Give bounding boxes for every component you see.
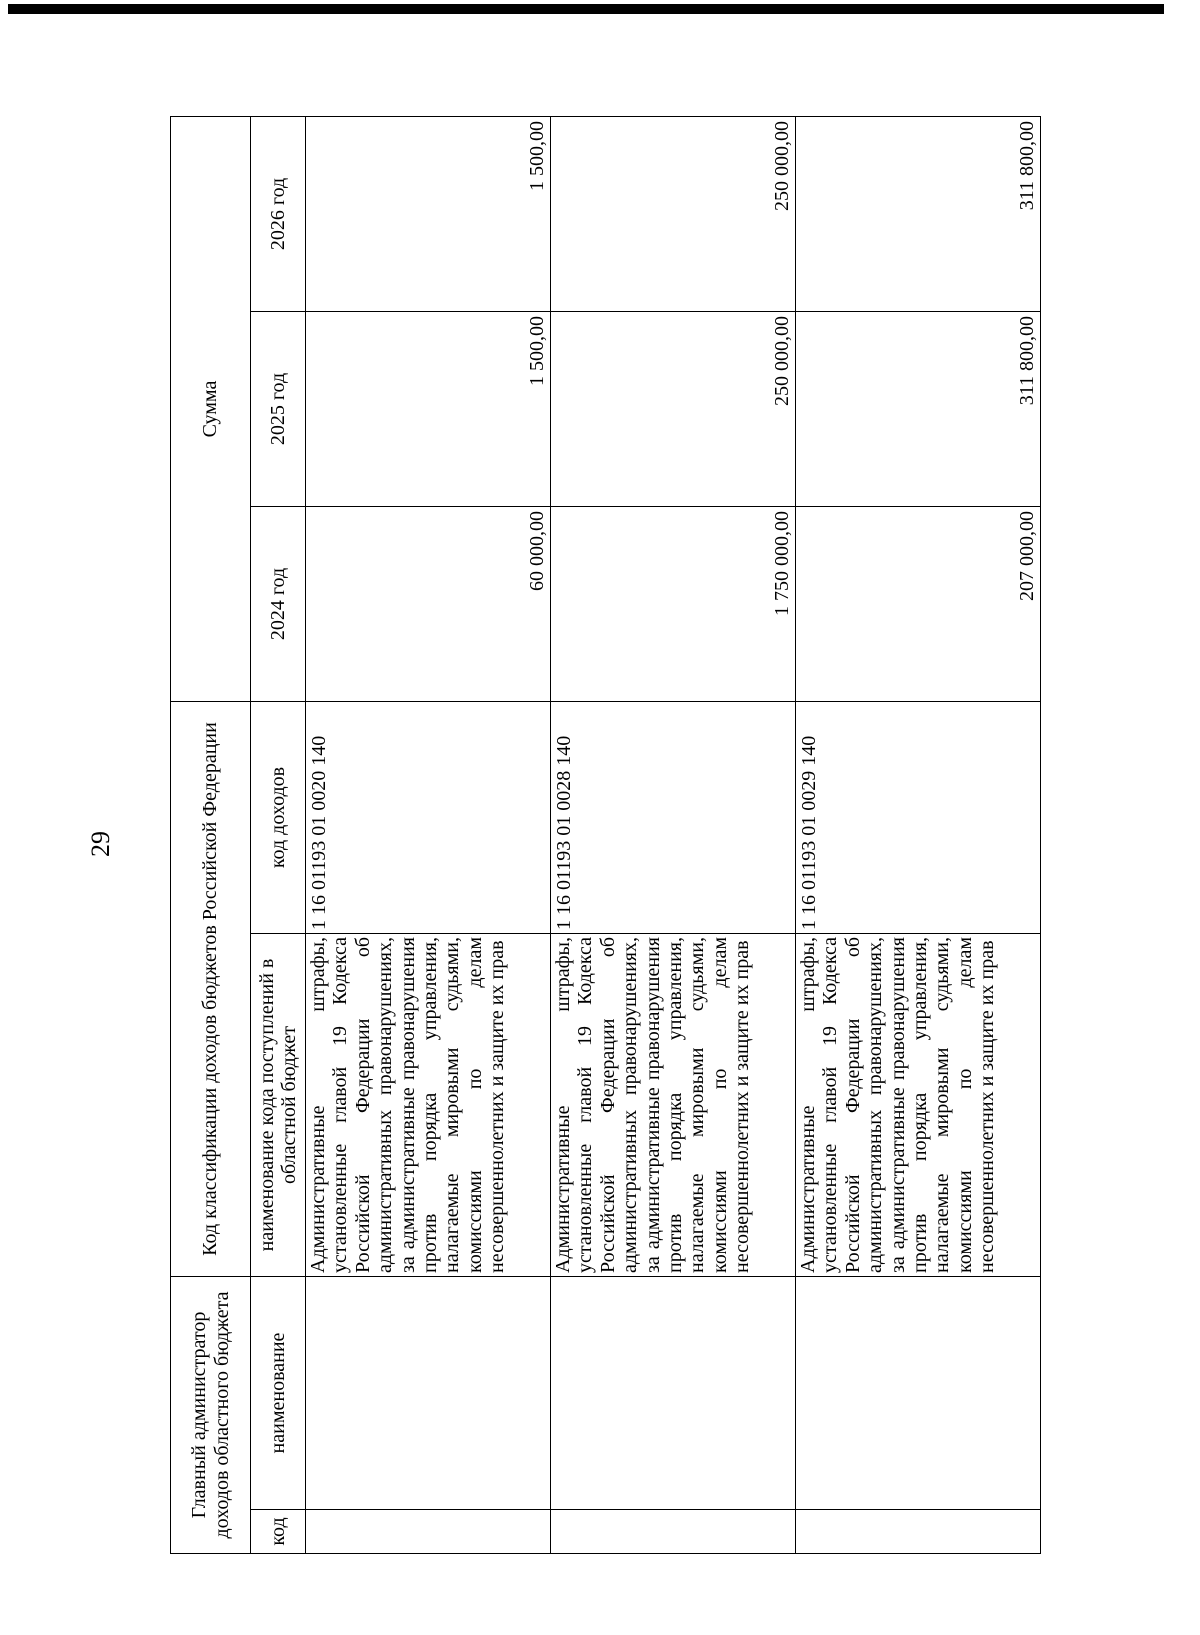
revenue-table <box>170 116 1041 1554</box>
header-year-2025: 2025 год <box>251 312 306 507</box>
cell-admin-code <box>796 1510 1041 1554</box>
cell-sum-2025: 311 800,00 <box>796 312 1041 507</box>
cell-sum-2024: 60 000,00 <box>306 507 551 702</box>
cell-admin-name <box>551 1277 796 1510</box>
cell-admin-name <box>306 1277 551 1510</box>
header-classif-group: Код классификации доходов бюджетов Российской Федерации <box>171 702 251 1277</box>
cell-description: Административные штрафы, установленные главой 19 Кодекса Российской Федерации об административных правонарушениях, за административные правонарушения против порядка управления, налагаемые мировыми судьями, комиссиями по делам несовершеннолетних и защите их прав <box>306 934 551 1277</box>
cell-sum-2025: 1 500,00 <box>306 312 551 507</box>
header-year-2026: 2026 год <box>251 116 306 311</box>
table-row <box>796 116 1041 1553</box>
scan-top-border <box>8 4 1164 14</box>
table-row <box>306 116 551 1553</box>
cell-admin-code <box>551 1510 796 1554</box>
rotated-table-container <box>170 117 1040 1554</box>
cell-sum-2025: 250 000,00 <box>551 312 796 507</box>
cell-sum-2026: 250 000,00 <box>551 116 796 311</box>
cell-sum-2024: 1 750 000,00 <box>551 507 796 702</box>
header-admin-code: код <box>251 1510 306 1554</box>
cell-sum-2026: 1 500,00 <box>306 116 551 311</box>
header-admin-name: наименование <box>251 1277 306 1510</box>
table-row <box>551 116 796 1553</box>
cell-sum-2024: 207 000,00 <box>796 507 1041 702</box>
cell-description: Административные штрафы, установленные главой 19 Кодекса Российской Федерации об административных правонарушениях, за административные правонарушения против порядка управления, налагаемые мировыми судьями, комиссиями по делам несовершеннолетних и защите их прав <box>796 934 1041 1277</box>
header-admin-group: Главный администратор доходов областного бюджета <box>171 1277 251 1554</box>
cell-admin-code <box>306 1510 551 1554</box>
cell-description: Административные штрафы, установленные главой 19 Кодекса Российской Федерации об административных правонарушениях, за административные правонарушения против порядка управления, налагаемые мировыми судьями, комиссиями по делам несовершеннолетних и защите их прав <box>551 934 796 1277</box>
page-number: 29 <box>86 831 115 857</box>
cell-sum-2026: 311 800,00 <box>796 116 1041 311</box>
header-receipt-name: наименование кода поступлений в областной бюджет <box>251 934 306 1277</box>
cell-admin-name <box>796 1277 1041 1510</box>
cell-income-code: 1 16 01193 01 0020 140 <box>306 702 551 934</box>
header-income-code: код доходов <box>251 702 306 934</box>
cell-income-code: 1 16 01193 01 0028 140 <box>551 702 796 934</box>
cell-income-code: 1 16 01193 01 0029 140 <box>796 702 1041 934</box>
header-sum-group: Сумма <box>171 116 251 701</box>
header-year-2024: 2024 год <box>251 507 306 702</box>
